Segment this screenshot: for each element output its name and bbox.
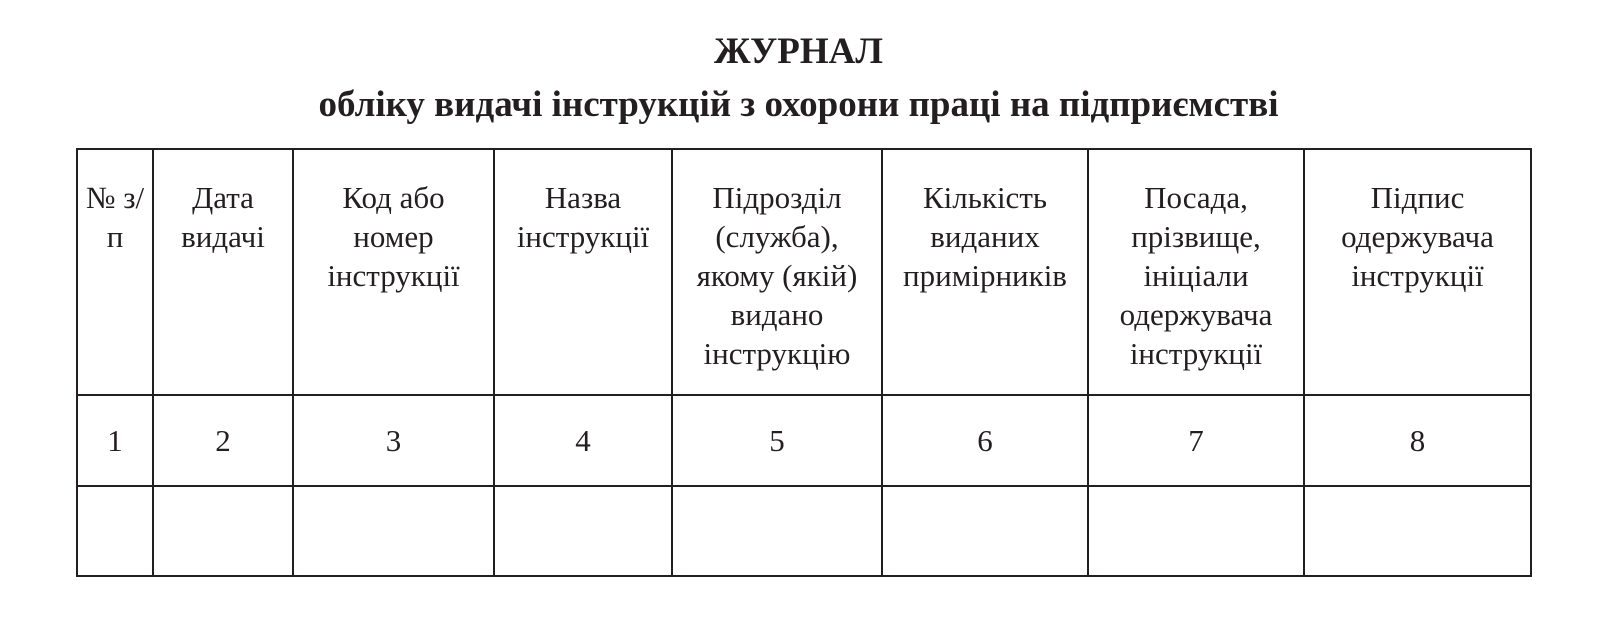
- empty-cell: [882, 486, 1088, 576]
- column-number-row: [77, 395, 1531, 486]
- empty-cell: [153, 486, 293, 576]
- header-cell-name: Назва інструкції: [494, 149, 672, 395]
- table-header-row: [77, 149, 1531, 395]
- header-cell-code: Код або номер інструкції: [293, 149, 494, 395]
- column-number-cell: 2: [153, 395, 293, 486]
- column-number-cell: 1: [77, 395, 153, 486]
- header-cell-department: Підрозділ (служба), якому (якій) видано інструкцію: [672, 149, 882, 395]
- journal-subtitle: обліку видачі інструкцій з охорони праці на підприємстві: [318, 84, 1279, 125]
- column-number-cell: 7: [1088, 395, 1304, 486]
- empty-cell: [672, 486, 882, 576]
- empty-cell: [1088, 486, 1304, 576]
- column-number-cell: 4: [494, 395, 672, 486]
- journal-title: ЖУРНАЛ: [714, 31, 883, 72]
- header-cell-recipient: Посада, прізвище, ініціали одержувача інструкції: [1088, 149, 1304, 395]
- column-number-cell: 6: [882, 395, 1088, 486]
- journal-table: [76, 148, 1532, 577]
- header-cell-date: Дата видачі: [153, 149, 293, 395]
- empty-cell: [77, 486, 153, 576]
- column-number-cell: 3: [293, 395, 494, 486]
- empty-cell: [1304, 486, 1531, 576]
- header-cell-number: № з/ п: [77, 149, 153, 395]
- header-cell-signature: Підпис одержувача інструкції: [1304, 149, 1531, 395]
- empty-cell: [293, 486, 494, 576]
- column-number-cell: 8: [1304, 395, 1531, 486]
- column-number-cell: 5: [672, 395, 882, 486]
- empty-entry-row: [77, 486, 1531, 576]
- header-cell-copies: Кількість виданих примірників: [882, 149, 1088, 395]
- empty-cell: [494, 486, 672, 576]
